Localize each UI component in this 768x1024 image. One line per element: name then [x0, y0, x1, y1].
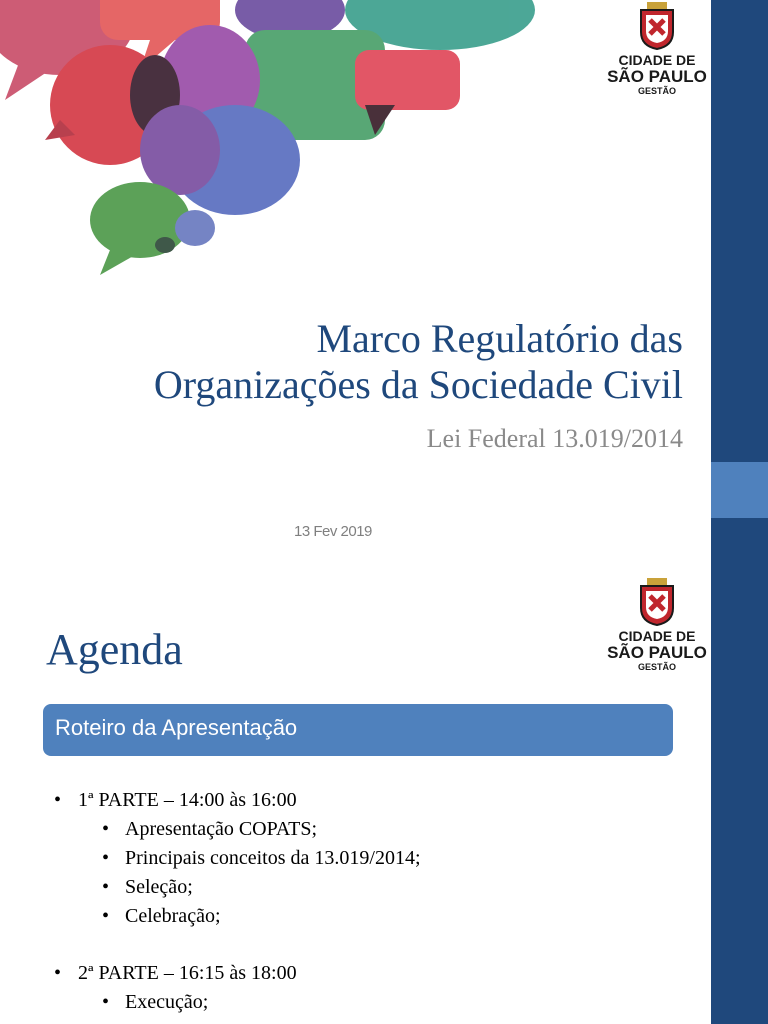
section-items — [78, 988, 421, 1017]
list-item: • Celebração; — [78, 902, 421, 931]
logo-line2: SÃO PAULO — [607, 643, 707, 662]
title-line-1: Marco Regulatório das — [316, 316, 683, 361]
slide-title — [154, 316, 683, 408]
section-label: 1ª PARTE – 14:00 às 16:00 — [78, 789, 297, 811]
agenda-banner: Roteiro da Apresentação — [43, 704, 673, 756]
agenda-list — [50, 786, 421, 1017]
logo-line3: GESTÃO — [637, 662, 676, 672]
speech-bubbles-icon — [0, 0, 560, 280]
sidebar-accent — [711, 462, 768, 518]
agenda-section — [50, 786, 421, 931]
logo-line1: CIDADE DE — [618, 52, 696, 68]
list-item: • Execução; — [78, 988, 421, 1017]
section-label: 2ª PARTE – 16:15 às 18:00 — [78, 962, 297, 984]
coat-of-arms-icon — [637, 578, 677, 626]
list-item: • Apresentação COPATS; — [78, 815, 421, 844]
city-logo — [602, 578, 712, 672]
logo-line1: CIDADE DE — [618, 628, 696, 644]
agenda-slide — [0, 560, 768, 1024]
title-line-2: Organizações da Sociedade Civil — [153, 362, 683, 407]
agenda-section — [50, 959, 421, 1017]
section-items — [78, 815, 421, 931]
slide-subtitle: Lei Federal 13.019/2014 — [426, 424, 683, 453]
logo-line2: SÃO PAULO — [607, 67, 707, 86]
slide-date: 13 Fev 2019 — [294, 523, 372, 540]
list-item: • Principais conceitos da 13.019/2014; — [78, 844, 421, 873]
logo-line3: GESTÃO — [637, 86, 676, 96]
list-gap — [50, 931, 421, 959]
agenda-title: Agenda — [46, 625, 183, 674]
sidebar-band — [711, 560, 768, 1024]
coat-of-arms-icon — [637, 2, 677, 50]
city-logo — [602, 2, 712, 96]
list-item: • Seleção; — [78, 873, 421, 902]
